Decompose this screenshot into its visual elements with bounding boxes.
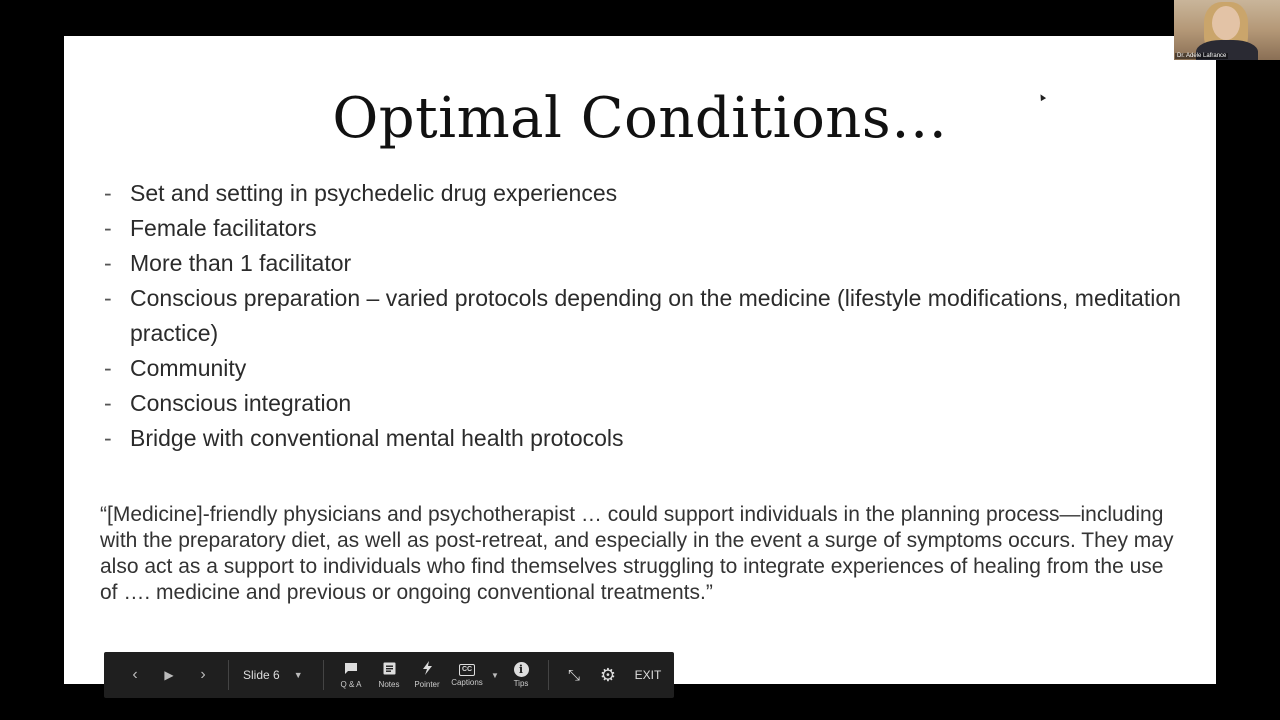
bullet-marker: - — [104, 285, 112, 311]
chat-bubble-icon — [344, 662, 358, 678]
participant-video-tile[interactable] — [1174, 0, 1280, 60]
bullet-text: Set and setting in psychedelic drug experiences — [130, 180, 618, 206]
bullet-marker: - — [104, 390, 112, 416]
exit-fullscreen-icon: ⤡ — [567, 666, 580, 684]
bullet-marker: - — [104, 180, 112, 206]
laser-pointer-icon — [421, 661, 433, 678]
bullet-item — [104, 421, 1194, 456]
bullet-text: Conscious preparation – varied protocols depending on the medicine (lifestyle modifications, meditation practice) — [130, 285, 1181, 346]
pointer-label: Pointer — [414, 680, 440, 689]
captions-options-button[interactable] — [488, 652, 502, 698]
tips-button[interactable] — [502, 652, 540, 698]
notes-button[interactable] — [370, 652, 408, 698]
bullet-item — [104, 351, 1194, 386]
pointer-button[interactable] — [408, 652, 446, 698]
settings-button[interactable] — [591, 652, 625, 698]
bullet-marker: - — [104, 355, 112, 381]
bullet-text: Bridge with conventional mental health protocols — [130, 425, 624, 451]
slide-selector[interactable] — [237, 668, 315, 682]
slide-number-label: Slide 6 — [243, 668, 280, 682]
bullet-item — [104, 281, 1194, 351]
chevron-right-icon: › — [200, 666, 206, 683]
qa-button[interactable] — [332, 652, 370, 698]
play-button[interactable] — [152, 652, 186, 698]
exit-label: EXIT — [634, 668, 662, 682]
bullet-marker: - — [104, 250, 112, 276]
notes-icon — [383, 662, 396, 678]
captions-label: Captions — [451, 677, 483, 687]
previous-slide-button[interactable] — [118, 652, 152, 698]
chevron-down-icon: ▼ — [293, 670, 303, 680]
bullet-marker: - — [104, 425, 112, 451]
next-slide-button[interactable] — [186, 652, 220, 698]
toolbar-divider — [548, 660, 549, 690]
captions-icon: CC — [459, 664, 475, 676]
toolbar-divider — [323, 660, 324, 690]
gear-icon: ⚙ — [599, 664, 617, 685]
info-icon: i — [514, 662, 529, 677]
presentation-slide — [64, 36, 1216, 684]
qa-label: Q & A — [340, 679, 362, 689]
tips-label: Tips — [513, 679, 529, 688]
bullet-item — [104, 246, 1194, 281]
slide-quote: “[Medicine]-friendly physicians and psychotherapist … could support individuals in the planning process—including with the preparatory diet, as well as post-retreat, and especially in the event a surge of symptoms occurs. They may also act as a support to individuals who find themselves struggling to integrate experiences of healing from the use of …. medicine and previous or ongoing conventional treatments.” — [100, 503, 1174, 604]
exit-fullscreen-button[interactable] — [557, 652, 591, 698]
presentation-toolbar — [104, 652, 674, 698]
bullet-item — [104, 211, 1194, 246]
bullet-item — [104, 386, 1194, 421]
captions-button[interactable] — [446, 652, 488, 698]
bullet-item — [104, 176, 1194, 211]
play-icon: ▶ — [164, 668, 174, 682]
bullet-text: More than 1 facilitator — [130, 250, 352, 276]
chevron-left-icon: ‹ — [132, 666, 138, 683]
bullet-list — [104, 176, 1194, 456]
notes-label: Notes — [378, 679, 400, 689]
exit-button[interactable] — [625, 652, 671, 698]
participant-name: Dr. Adele Lafrance — [1177, 53, 1227, 59]
chevron-down-icon: ▼ — [491, 670, 499, 680]
slide-title: Optimal Conditions… — [332, 86, 948, 151]
bullet-text: Female facilitators — [130, 215, 317, 241]
bullet-text: Conscious integration — [130, 390, 352, 416]
bullet-marker: - — [104, 215, 112, 241]
toolbar-divider — [228, 660, 229, 690]
bullet-text: Community — [130, 355, 247, 381]
video-person-face — [1212, 6, 1240, 40]
